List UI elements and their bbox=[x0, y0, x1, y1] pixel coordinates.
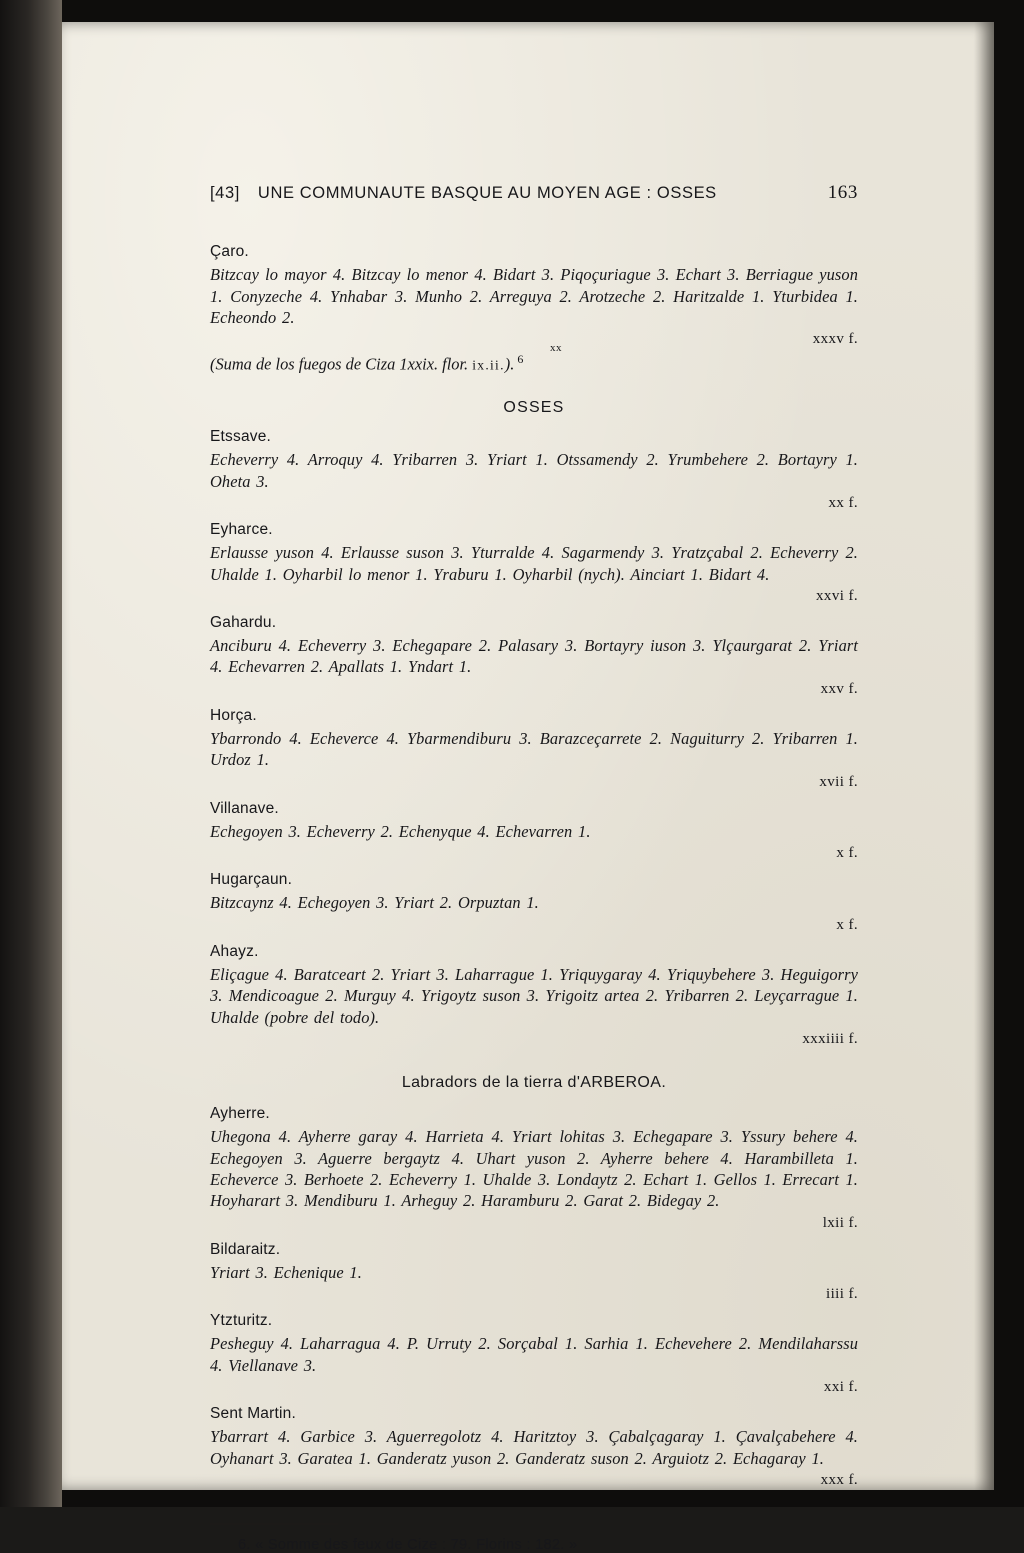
household-heading: Villanave. bbox=[210, 799, 279, 817]
household-names: Uhegona 4. Ayherre garay 4. Harrieta 4. Yriart lohitas 3. Echegapare 3. Yssury behere 4. Echegoyen 3. Aguerre bergaytz 4. Uhart yuson 2. Ayherre behere 4. Harambilleta 1. Echeverce 3. Berhoete 2. Echeverry 1. Uhalde 3. Londaytz 2. Echart 1. Gellos 1. Errecart 1. Hoyharart 3. Mendiburu 1. Arheguy 2. Haramburu 2. Garat 2. Bidegay 2. bbox=[210, 1127, 858, 1211]
household-heading: Etssave. bbox=[210, 428, 272, 446]
footnote-reference: 6 bbox=[517, 352, 524, 367]
suma-text-after: ). bbox=[504, 354, 515, 374]
household-total: xvii f. bbox=[819, 773, 858, 790]
household-entry bbox=[210, 704, 858, 791]
page-content bbox=[210, 182, 858, 1553]
household-total: xxvi f. bbox=[816, 587, 858, 604]
household-names: Echeverry 4. Arroquy 4. Yribarren 3. Yriart 1. Otssamendy 2. Yrumbehere 2. Bortayry 1. Oheta 3. bbox=[210, 450, 858, 491]
book-binding-gutter bbox=[0, 0, 62, 1507]
household-heading: Sent Martin. bbox=[210, 1405, 296, 1423]
household-total: xxx f. bbox=[820, 1472, 858, 1488]
household-names: Erlausse yuson 4. Erlausse suson 3. Yturralde 4. Sagarmendy 3. Yratzçabal 2. Echeverry 2. Uhalde 1. Oyharbil lo menor 1. Yraburu 1. Oyharbil (nych). Ainciart 1. Bidart 4. bbox=[210, 543, 858, 584]
household-names: Anciburu 4. Echeverry 3. Echegapare 2. Palasary 3. Bortayry iuson 3. Ylçaurgarat 2. Yriart 4. Echevarren 2. Apallats 1. Yndart 1. bbox=[210, 636, 858, 677]
page-title: UNE COMMUNAUTE BASQUE AU MOYEN AGE : OSSES bbox=[257, 184, 717, 202]
household-entry bbox=[210, 1238, 858, 1304]
household-total: xxv f. bbox=[820, 680, 858, 697]
household-total: x f. bbox=[836, 916, 858, 933]
household-total: iiii f. bbox=[826, 1286, 858, 1303]
household-names: Ybarrart 4. Garbice 3. Aguerregolotz 4. Haritztoy 3. Çabalçagaray 1. Çavalçabehere 4. Oyhanart 3. Garatea 1. Ganderatz yuson 2. Ganderatz suson 2. Arguiotz 2. Echagaray 1. bbox=[210, 1427, 858, 1468]
household-entry bbox=[210, 868, 858, 934]
page-number: 163 bbox=[827, 182, 858, 203]
osses-household-list bbox=[210, 425, 858, 1048]
household-heading: Horça. bbox=[210, 706, 257, 724]
household-names: Bitzcay lo mayor 4. Bitzcay lo menor 4. Bidart 3. Piqoçuriague 3. Echart 3. Berriague yuson 1. Conyzeche 4. Ynhabar 3. Munho 2. Arreguya 2. Arotzeche 2. Haritzalde 1. Yturbidea 1. Echeondo 2. bbox=[210, 265, 858, 327]
household-names: Bitzcaynz 4. Echegoyen 3. Yriart 2. Orpuztan 1. bbox=[210, 893, 539, 913]
suma-roman-numeral: ix.ii. bbox=[472, 357, 505, 373]
folio-bracket-left: [43] bbox=[210, 184, 240, 202]
footnote-text: 6. « Somme des feux de Cize : 79. Florins : 182. » bbox=[238, 1537, 578, 1553]
arberoa-household-list bbox=[210, 1102, 858, 1489]
household-names: Eliçague 4. Baratceart 2. Yriart 3. Laharrague 1. Yriquygaray 4. Yriquybehere 3. Heguigorry 3. Mendicoague 2. Murguy 4. Yrigoytz suson 3. Yrigoitz artea 2. Yribarren 2. Leyçarrague 1. Uhalde (pobre del todo). bbox=[210, 965, 858, 1027]
household-total: xxxv f. bbox=[812, 331, 858, 348]
household-total: x f. bbox=[836, 845, 858, 862]
household-total: xxi f. bbox=[823, 1379, 858, 1396]
household-entry bbox=[210, 1102, 858, 1232]
footnote-separator-rule bbox=[210, 1523, 338, 1525]
household-heading: Gahardu. bbox=[210, 613, 277, 631]
household-names: Yriart 3. Echenique 1. bbox=[210, 1262, 362, 1282]
household-heading: Çaro. bbox=[210, 243, 249, 260]
page-surface bbox=[62, 22, 994, 1553]
household-total: xxxiiii f. bbox=[802, 1031, 858, 1048]
household-heading: Ayherre. bbox=[210, 1105, 270, 1123]
household-names: Ybarrondo 4. Echeverce 4. Ybarmendiburu 3. Barazceçarrete 2. Naguiturry 2. Yribarren 1. Urdoz 1. bbox=[210, 729, 858, 770]
household-total: lxii f. bbox=[822, 1214, 858, 1231]
household-entry bbox=[210, 1309, 858, 1396]
household-heading: Eyharce. bbox=[210, 520, 273, 538]
household-entry bbox=[210, 940, 858, 1048]
household-heading: Hugarçaun. bbox=[210, 871, 293, 889]
household-entry bbox=[210, 518, 858, 605]
household-entry bbox=[210, 425, 858, 512]
household-heading: Ytzturitz. bbox=[210, 1312, 273, 1330]
suma-text-before: (Suma de los fuegos de Ciza 1xxix. flor. bbox=[210, 354, 473, 374]
household-entry bbox=[210, 797, 858, 863]
suma-superscript: xx bbox=[550, 342, 562, 355]
section-heading-arberoa: Labradors de la tierra d'ARBEROA. bbox=[401, 1074, 667, 1092]
running-head bbox=[210, 182, 858, 204]
household-heading: Ahayz. bbox=[210, 942, 259, 960]
household-entry bbox=[210, 611, 858, 698]
household-heading: Bildaraitz. bbox=[210, 1240, 281, 1258]
household-names: Echegoyen 3. Echeverry 2. Echenyque 4. Echevarren 1. bbox=[210, 821, 591, 841]
household-names: Pesheguy 4. Laharragua 4. P. Urruty 2. Sorçabal 1. Sarhia 1. Echevehere 2. Mendilaharssu 4. Viellanave 3. bbox=[210, 1334, 858, 1375]
suma-line bbox=[210, 342, 858, 375]
household-entry bbox=[210, 1402, 858, 1489]
household-entry bbox=[210, 240, 858, 348]
section-heading-osses: OSSES bbox=[503, 399, 565, 417]
household-total: xx f. bbox=[828, 494, 858, 511]
